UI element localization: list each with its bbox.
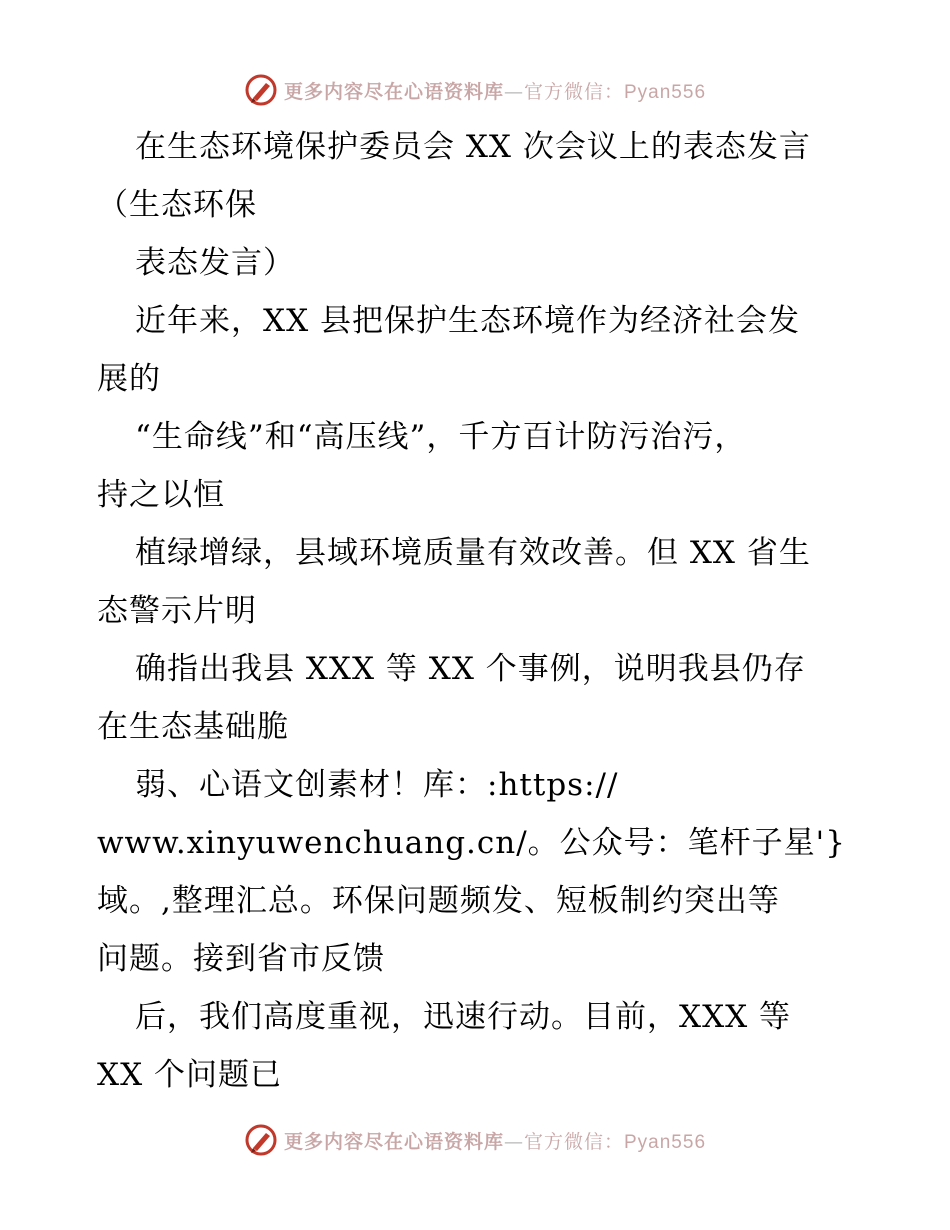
banner-text xyxy=(284,1127,706,1154)
banner-separator: — xyxy=(504,1130,524,1153)
text-line: 在生态基础脆 xyxy=(97,709,289,745)
banner-wechat-text: 官方微信：Pyan556 xyxy=(524,1131,707,1153)
text-line: 展的 xyxy=(97,361,161,397)
banner-main-text: 更多内容尽在心语资料库 xyxy=(283,1130,504,1153)
header-banner xyxy=(0,70,950,110)
banner-text xyxy=(284,77,706,104)
footer-banner xyxy=(0,1120,950,1160)
text-line: “生命线”和“高压线”，千方百计防污治污， xyxy=(135,419,747,455)
text-line: 在生态环境保护委员会 XX 次会议上的表态发言 xyxy=(135,129,811,165)
pen-logo-icon xyxy=(244,1123,278,1157)
text-line: 后，我们高度重视，迅速行动。目前，XXX 等 xyxy=(135,999,792,1035)
text-line: 确指出我县 XXX 等 XX 个事例，说明我县仍存 xyxy=(135,651,806,687)
text-line: 问题。接到省市反馈 xyxy=(97,941,385,977)
text-line: （生态环保 xyxy=(97,187,257,223)
banner-wechat-text: 官方微信：Pyan556 xyxy=(524,81,707,103)
banner-main-text: 更多内容尽在心语资料库 xyxy=(283,80,504,103)
document-body xyxy=(97,118,857,1104)
text-line: 域。,整理汇总。环保问题频发、短板制约突出等 xyxy=(97,883,780,919)
text-line: XX 个问题已 xyxy=(97,1057,282,1093)
text-line: 近年来，XX 县把保护生态环境作为经济社会发 xyxy=(135,303,800,339)
text-line: 植绿增绿，县域环境质量有效改善。但 XX 省生 xyxy=(135,535,811,571)
text-line: 弱、心语文创素材！库：:https:// xyxy=(135,767,619,803)
pen-logo-icon xyxy=(244,73,278,107)
banner-separator: — xyxy=(504,80,524,103)
text-line: 持之以恒 xyxy=(97,477,225,513)
text-line: 表态发言） xyxy=(135,245,295,281)
text-line: 态警示片明 xyxy=(97,593,257,629)
text-line: www.xinyuwenchuang.cn/。公众号：笔杆子星'} xyxy=(97,825,846,861)
